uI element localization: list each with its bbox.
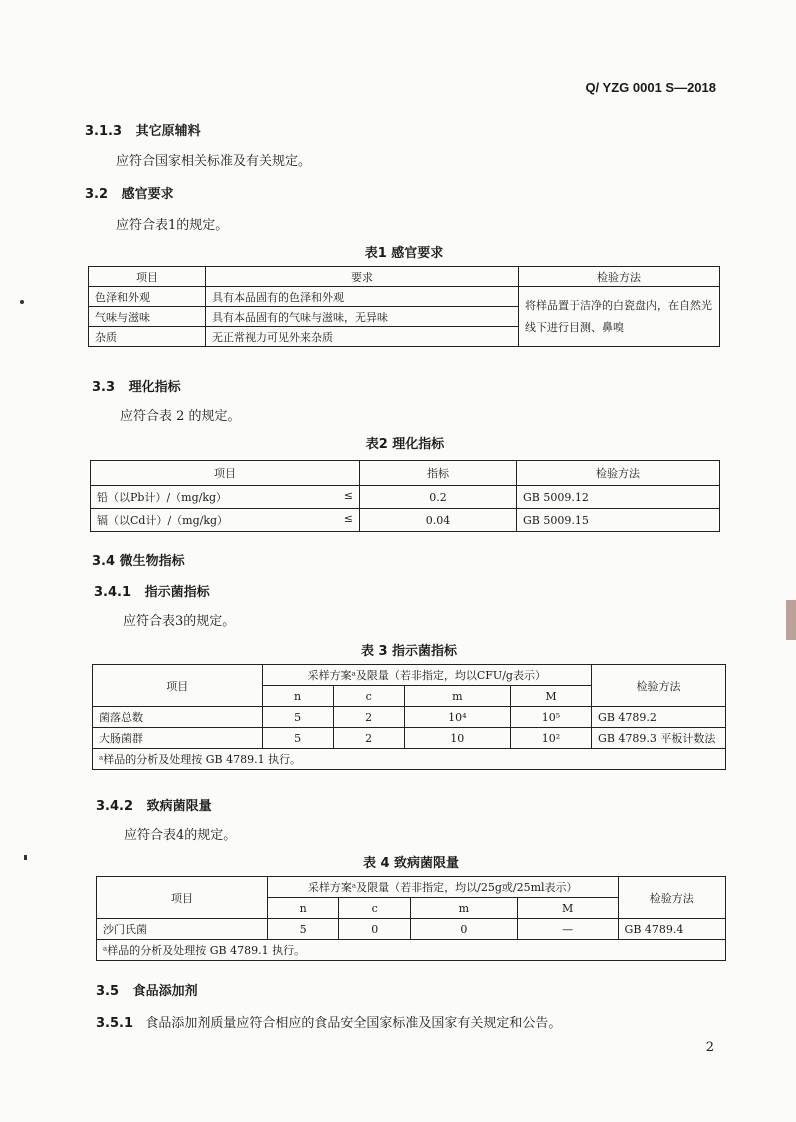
table-cell: GB 5009.15 <box>517 509 720 532</box>
table-cell: 杂质 <box>89 327 206 347</box>
table-cell: 大肠菌群 <box>93 728 263 749</box>
section-number: 3.3 <box>92 380 116 395</box>
table3-header-M: M <box>510 686 591 707</box>
page-number: 2 <box>705 1040 714 1055</box>
table-cell: GB 4789.3 平板计数法 <box>592 728 726 749</box>
document-code: Q/ YZG 0001 S—2018 <box>585 80 716 95</box>
table-cell: 10² <box>510 728 591 749</box>
section-number: 3.5 <box>96 984 120 999</box>
table-cell: 5 <box>262 728 333 749</box>
table4-header-n: n <box>267 898 339 919</box>
table-cell: 0.2 <box>360 486 517 509</box>
item-label: 镉（以Cd计）/（mg/kg） <box>97 514 229 527</box>
table4-header-M: M <box>517 898 618 919</box>
table-cell: 2 <box>333 728 404 749</box>
table1-caption: 表1 感官要求 <box>364 246 444 261</box>
table-cell <box>91 509 360 532</box>
section-3-3-heading <box>92 376 181 395</box>
table-cell: 10 <box>404 728 510 749</box>
table-row <box>89 287 720 307</box>
section-3-1-3-text: 应符合国家相关标准及有关规定。 <box>116 154 312 169</box>
table-row <box>91 509 720 532</box>
table4-header-item: 项目 <box>97 877 268 919</box>
table4-footnote: ᵃ样品的分析及处理按 GB 4789.1 执行。 <box>97 940 726 961</box>
table-cell: 菌落总数 <box>93 707 263 728</box>
table2-header-value: 指标 <box>360 461 517 486</box>
table-cell: GB 4789.2 <box>592 707 726 728</box>
table3-header-plan: 采样方案ᵃ及限量（若非指定，均以CFU/g表示） <box>262 665 592 686</box>
binding-mark <box>786 600 796 640</box>
section-3-4-2-heading <box>96 795 212 814</box>
table-row <box>93 728 726 749</box>
table-cell: 10⁴ <box>404 707 510 728</box>
table3-header-item: 项目 <box>93 665 263 707</box>
section-number: 3.1.3 <box>85 124 123 139</box>
leq-symbol: ≤ <box>343 512 353 525</box>
table4-header-method: 检验方法 <box>618 877 725 919</box>
section-title: 指示菌指标 <box>144 585 210 600</box>
table3-header-method: 检验方法 <box>592 665 726 707</box>
table-cell: 5 <box>267 919 339 940</box>
section-3-5-heading <box>96 980 198 999</box>
table-cell <box>91 486 360 509</box>
section-3-4-2-text: 应符合表4的规定。 <box>124 828 237 843</box>
table4 <box>96 876 726 961</box>
table-cell: 无正常视力可见外来杂质 <box>206 327 519 347</box>
table2-header-item: 项目 <box>91 461 360 486</box>
section-3-3-text: 应符合表 2 的规定。 <box>120 409 241 424</box>
section-3-4-1-heading <box>94 581 210 600</box>
table3-header-m: m <box>404 686 510 707</box>
section-number: 3.4.1 <box>94 585 132 600</box>
section-3-2-text: 应符合表1的规定。 <box>116 218 229 233</box>
table-row <box>93 707 726 728</box>
table-cell: 0 <box>411 919 518 940</box>
table-cell: 10⁵ <box>510 707 591 728</box>
table-cell: 具有本品固有的色泽和外观 <box>206 287 519 307</box>
table4-header-c: c <box>339 898 411 919</box>
table3-header-n: n <box>262 686 333 707</box>
table1 <box>88 266 720 347</box>
section-3-4-1-text: 应符合表3的规定。 <box>123 614 236 629</box>
table-cell: 2 <box>333 707 404 728</box>
table-row <box>97 919 726 940</box>
section-title: 理化指标 <box>128 380 181 395</box>
table1-method-cell: 将样品置于洁净的白瓷盘内，在自然光线下进行目测、鼻嗅 <box>519 287 720 347</box>
section-3-1-3-heading <box>85 120 201 139</box>
table-cell: 色泽和外观 <box>89 287 206 307</box>
table3-header-c: c <box>333 686 404 707</box>
table-cell: GB 4789.4 <box>618 919 725 940</box>
table-cell: 具有本品固有的气味与滋味，无异味 <box>206 307 519 327</box>
section-title: 食品添加剂 <box>132 984 198 999</box>
scan-speck <box>20 300 24 304</box>
section-3-5-1 <box>96 1012 561 1031</box>
table4-header-m: m <box>411 898 518 919</box>
table2-header-method: 检验方法 <box>517 461 720 486</box>
table4-header-plan: 采样方案ᵃ及限量（若非指定，均以/25g或/25ml表示） <box>267 877 618 898</box>
table2-caption: 表2 理化指标 <box>365 437 445 452</box>
section-title: 致病菌限量 <box>146 799 212 814</box>
section-number: 3.5.1 <box>96 1016 134 1031</box>
table1-header-item: 项目 <box>89 267 206 287</box>
section-3-4-heading <box>92 550 185 569</box>
table1-header-requirement: 要求 <box>206 267 519 287</box>
table3-footnote: ᵃ样品的分析及处理按 GB 4789.1 执行。 <box>93 749 726 770</box>
table-cell: 5 <box>262 707 333 728</box>
section-title: 感官要求 <box>121 187 174 202</box>
section-number: 3.4.2 <box>96 799 134 814</box>
table2 <box>90 460 720 532</box>
table-cell: 0.04 <box>360 509 517 532</box>
table-cell: 气味与滋味 <box>89 307 206 327</box>
table3-caption: 表 3 指示菌指标 <box>360 644 458 659</box>
section-title: 其它原辅料 <box>135 124 201 139</box>
item-label: 铅（以Pb计）/（mg/kg） <box>97 491 228 504</box>
table-row <box>91 486 720 509</box>
table-cell: — <box>517 919 618 940</box>
leq-symbol: ≤ <box>343 489 353 502</box>
section-3-2-heading <box>85 183 174 202</box>
table-cell: GB 5009.12 <box>517 486 720 509</box>
table3 <box>92 664 726 770</box>
section-number: 3.4 <box>92 554 116 569</box>
table1-header-method: 检验方法 <box>519 267 720 287</box>
table4-caption: 表 4 致病菌限量 <box>362 856 460 871</box>
section-number: 3.2 <box>85 187 109 202</box>
table-cell: 沙门氏菌 <box>97 919 268 940</box>
section-text: 食品添加剂质量应符合相应的食品安全国家标准及国家有关规定和公告。 <box>145 1016 562 1031</box>
section-title: 微生物指标 <box>119 554 185 569</box>
table-cell: 0 <box>339 919 411 940</box>
scan-speck <box>24 855 27 860</box>
